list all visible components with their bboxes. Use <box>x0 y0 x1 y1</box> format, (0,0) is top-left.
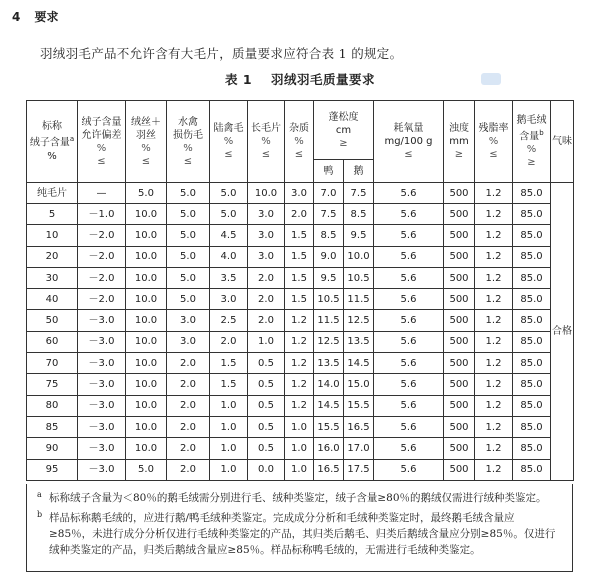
cell-goose: 85.0 <box>513 438 551 459</box>
cell-turbidity: 500 <box>444 183 475 204</box>
table-caption-number: 表 1 <box>225 72 253 87</box>
cell-fiber: 10.0 <box>126 289 167 310</box>
header-landfowl-feather: 陆禽毛 % ≤ <box>210 101 248 183</box>
cell-fiber: 10.0 <box>126 416 167 437</box>
cell-landfowl: 5.0 <box>210 204 248 225</box>
table-row <box>27 289 574 310</box>
cell-long: 3.0 <box>248 246 285 267</box>
table-row <box>27 183 574 204</box>
cell-long: 2.0 <box>248 289 285 310</box>
cell-turbidity: 500 <box>444 246 475 267</box>
cell-fat: 1.2 <box>475 289 513 310</box>
cell-fill-goose: 12.5 <box>344 310 374 331</box>
header-label-down: 标称 绒子含量$^a$ % <box>27 101 78 183</box>
cell-goose: 85.0 <box>513 374 551 395</box>
cell-turbidity: 500 <box>444 267 475 288</box>
cell-turbidity: 500 <box>444 395 475 416</box>
cell-fiber: 10.0 <box>126 246 167 267</box>
cell-landfowl: 1.0 <box>210 416 248 437</box>
cell-impurity: 1.0 <box>285 416 314 437</box>
cell-goose: 85.0 <box>513 310 551 331</box>
cell-label: 80 <box>27 395 78 416</box>
cell-fat: 1.2 <box>475 438 513 459</box>
cell-deviation: — <box>78 183 126 204</box>
cell-fill-goose: 17.5 <box>344 459 374 480</box>
cell-label: 90 <box>27 438 78 459</box>
cell-landfowl: 3.0 <box>210 289 248 310</box>
cell-long: 0.5 <box>248 438 285 459</box>
cell-landfowl: 2.0 <box>210 331 248 352</box>
cell-deviation: －3.0 <box>78 395 126 416</box>
cell-oxygen: 5.6 <box>374 459 444 480</box>
cell-fat: 1.2 <box>475 246 513 267</box>
table-row <box>27 416 574 437</box>
table-row <box>27 310 574 331</box>
cell-deviation: －3.0 <box>78 438 126 459</box>
table-caption-title: 羽绒羽毛质量要求 <box>270 72 375 87</box>
cell-damaged: 2.0 <box>167 374 210 395</box>
cell-impurity: 1.5 <box>285 267 314 288</box>
cell-fiber: 10.0 <box>126 204 167 225</box>
cell-landfowl: 2.5 <box>210 310 248 331</box>
cell-goose: 85.0 <box>513 183 551 204</box>
cell-impurity: 1.2 <box>285 310 314 331</box>
table-body <box>27 183 574 481</box>
cell-fill-duck: 8.5 <box>314 225 344 246</box>
footnote-b <box>37 510 562 558</box>
cell-damaged: 5.0 <box>167 289 210 310</box>
cell-damaged: 2.0 <box>167 438 210 459</box>
cell-label: 95 <box>27 459 78 480</box>
cell-turbidity: 500 <box>444 310 475 331</box>
cell-damaged: 5.0 <box>167 204 210 225</box>
cell-fiber: 10.0 <box>126 353 167 374</box>
header-down-deviation: 绒子含量 允许偏差 % ≤ <box>78 101 126 183</box>
cell-turbidity: 500 <box>444 204 475 225</box>
cell-fiber: 10.0 <box>126 310 167 331</box>
cell-landfowl: 1.0 <box>210 438 248 459</box>
table-row <box>27 438 574 459</box>
footnote-a <box>37 490 562 506</box>
cell-goose: 85.0 <box>513 353 551 374</box>
table-caption <box>0 70 600 88</box>
cell-fiber: 10.0 <box>126 374 167 395</box>
cell-fat: 1.2 <box>475 459 513 480</box>
cell-oxygen: 5.6 <box>374 416 444 437</box>
cell-goose: 85.0 <box>513 331 551 352</box>
cell-turbidity: 500 <box>444 331 475 352</box>
cell-deviation: －1.0 <box>78 204 126 225</box>
watermark-stamp <box>481 73 501 85</box>
cell-oxygen: 5.6 <box>374 267 444 288</box>
section-heading <box>12 8 59 25</box>
cell-long: 0.5 <box>248 374 285 395</box>
cell-damaged: 5.0 <box>167 183 210 204</box>
table-footnotes <box>26 484 573 572</box>
cell-oxygen: 5.6 <box>374 310 444 331</box>
cell-fiber: 10.0 <box>126 331 167 352</box>
cell-goose: 85.0 <box>513 289 551 310</box>
cell-odor: 合格 <box>551 183 574 481</box>
cell-fill-goose: 15.0 <box>344 374 374 395</box>
cell-fill-goose: 7.5 <box>344 183 374 204</box>
header-fill-duck: 鸭 <box>314 160 344 183</box>
cell-goose: 85.0 <box>513 395 551 416</box>
header-oxygen: 耗氧量 mg/100 g ≤ <box>374 101 444 183</box>
cell-impurity: 1.5 <box>285 289 314 310</box>
cell-goose: 85.0 <box>513 225 551 246</box>
cell-impurity: 3.0 <box>285 183 314 204</box>
footnote-b-mark: b <box>37 510 43 519</box>
cell-damaged: 5.0 <box>167 246 210 267</box>
table-row <box>27 353 574 374</box>
cell-fat: 1.2 <box>475 374 513 395</box>
cell-fill-goose: 14.5 <box>344 353 374 374</box>
cell-fill-duck: 7.5 <box>314 204 344 225</box>
table-row <box>27 267 574 288</box>
cell-turbidity: 500 <box>444 289 475 310</box>
cell-fill-duck: 16.0 <box>314 438 344 459</box>
cell-label: 50 <box>27 310 78 331</box>
cell-label: 75 <box>27 374 78 395</box>
cell-label: 85 <box>27 416 78 437</box>
header-long-feather: 长毛片 % ≤ <box>248 101 285 183</box>
cell-turbidity: 500 <box>444 225 475 246</box>
cell-label: 纯毛片 <box>27 183 78 204</box>
cell-long: 10.0 <box>248 183 285 204</box>
cell-impurity: 1.2 <box>285 331 314 352</box>
table-row <box>27 331 574 352</box>
cell-long: 0.5 <box>248 395 285 416</box>
cell-fat: 1.2 <box>475 310 513 331</box>
cell-goose: 85.0 <box>513 246 551 267</box>
cell-fill-goose: 17.0 <box>344 438 374 459</box>
cell-landfowl: 4.0 <box>210 246 248 267</box>
cell-turbidity: 500 <box>444 416 475 437</box>
header-fiber: 绒丝＋ 羽丝 % ≤ <box>126 101 167 183</box>
cell-fiber: 10.0 <box>126 225 167 246</box>
cell-deviation: －2.0 <box>78 246 126 267</box>
cell-long: 2.0 <box>248 310 285 331</box>
cell-damaged: 3.0 <box>167 310 210 331</box>
cell-label: 10 <box>27 225 78 246</box>
cell-long: 0.0 <box>248 459 285 480</box>
cell-label: 30 <box>27 267 78 288</box>
cell-fat: 1.2 <box>475 416 513 437</box>
cell-fill-goose: 15.5 <box>344 395 374 416</box>
cell-landfowl: 3.5 <box>210 267 248 288</box>
cell-oxygen: 5.6 <box>374 395 444 416</box>
cell-damaged: 5.0 <box>167 267 210 288</box>
header-fat: 残脂率 % ≤ <box>475 101 513 183</box>
footnote-mark-b: b <box>539 128 544 137</box>
cell-damaged: 2.0 <box>167 459 210 480</box>
cell-deviation: －2.0 <box>78 289 126 310</box>
header-fill-power: 蓬松度 cm ≥ <box>314 101 374 160</box>
cell-deviation: －3.0 <box>78 459 126 480</box>
cell-oxygen: 5.6 <box>374 374 444 395</box>
cell-impurity: 1.2 <box>285 353 314 374</box>
cell-deviation: －2.0 <box>78 225 126 246</box>
cell-impurity: 1.5 <box>285 225 314 246</box>
cell-fill-duck: 7.0 <box>314 183 344 204</box>
footnote-b-line: 绒种类鉴定的产品，归类后鹅绒含量应≥85％。样品标称鸭毛绒的，无需进行毛绒种类鉴定。 <box>49 544 481 556</box>
cell-fiber: 5.0 <box>126 459 167 480</box>
cell-damaged: 2.0 <box>167 353 210 374</box>
header-impurity: 杂质 % ≤ <box>285 101 314 183</box>
cell-deviation: －2.0 <box>78 267 126 288</box>
cell-long: 2.0 <box>248 267 285 288</box>
cell-landfowl: 1.5 <box>210 353 248 374</box>
cell-fiber: 10.0 <box>126 438 167 459</box>
cell-fill-duck: 12.5 <box>314 331 344 352</box>
cell-oxygen: 5.6 <box>374 331 444 352</box>
cell-fill-duck: 10.5 <box>314 289 344 310</box>
footnote-a-mark: a <box>37 490 42 499</box>
cell-fill-goose: 9.5 <box>344 225 374 246</box>
cell-impurity: 1.2 <box>285 374 314 395</box>
cell-fat: 1.2 <box>475 353 513 374</box>
table-row <box>27 246 574 267</box>
header-odor: 气味 <box>551 101 574 183</box>
cell-fiber: 5.0 <box>126 183 167 204</box>
cell-damaged: 2.0 <box>167 395 210 416</box>
cell-goose: 85.0 <box>513 267 551 288</box>
cell-fat: 1.2 <box>475 225 513 246</box>
cell-oxygen: 5.6 <box>374 353 444 374</box>
cell-fat: 1.2 <box>475 267 513 288</box>
cell-fill-goose: 10.5 <box>344 267 374 288</box>
cell-turbidity: 500 <box>444 353 475 374</box>
cell-fiber: 10.0 <box>126 395 167 416</box>
cell-goose: 85.0 <box>513 459 551 480</box>
cell-goose: 85.0 <box>513 416 551 437</box>
cell-landfowl: 1.5 <box>210 374 248 395</box>
cell-fill-duck: 9.5 <box>314 267 344 288</box>
cell-turbidity: 500 <box>444 438 475 459</box>
cell-label: 40 <box>27 289 78 310</box>
cell-oxygen: 5.6 <box>374 438 444 459</box>
cell-landfowl: 1.0 <box>210 395 248 416</box>
cell-turbidity: 500 <box>444 459 475 480</box>
cell-deviation: －3.0 <box>78 331 126 352</box>
cell-long: 0.5 <box>248 353 285 374</box>
cell-fill-duck: 13.5 <box>314 353 344 374</box>
cell-fill-goose: 11.5 <box>344 289 374 310</box>
cell-impurity: 2.0 <box>285 204 314 225</box>
cell-fat: 1.2 <box>475 204 513 225</box>
footnote-b-line: 样品标称鹅毛绒的，应进行鹅/鸭毛绒种类鉴定。完成成分分析和毛绒种类鉴定时，最终鹅毛绒含量应 <box>49 512 515 524</box>
cell-fill-duck: 15.5 <box>314 416 344 437</box>
table-row <box>27 395 574 416</box>
cell-oxygen: 5.6 <box>374 225 444 246</box>
cell-fill-goose: 8.5 <box>344 204 374 225</box>
cell-long: 3.0 <box>248 204 285 225</box>
footnote-a-line: 标称绒子含量为＜80％的鹅毛绒需分别进行毛、绒种类鉴定，绒子含量≥80％的鹅绒仅需进行绒种类鉴定。 <box>49 492 547 504</box>
cell-fill-duck: 14.5 <box>314 395 344 416</box>
footnote-b-line: ≥85％，未进行成分分析仅进行毛绒种类鉴定的产品，其归类后鹅毛、归类后鹅绒含量应分别≥85％。仅进行 <box>49 528 556 540</box>
header-goose-content: 鹅毛绒 含量$^b$ % ≥ <box>513 101 551 183</box>
cell-impurity: 1.0 <box>285 459 314 480</box>
cell-fill-duck: 16.5 <box>314 459 344 480</box>
cell-fill-duck: 14.0 <box>314 374 344 395</box>
cell-long: 1.0 <box>248 331 285 352</box>
cell-label: 5 <box>27 204 78 225</box>
section-title: 要求 <box>34 10 59 24</box>
cell-goose: 85.0 <box>513 204 551 225</box>
footnote-mark-a: a <box>69 135 75 144</box>
cell-fill-duck: 11.5 <box>314 310 344 331</box>
cell-damaged: 3.0 <box>167 331 210 352</box>
cell-impurity: 1.0 <box>285 438 314 459</box>
cell-damaged: 5.0 <box>167 225 210 246</box>
cell-impurity: 1.5 <box>285 246 314 267</box>
cell-label: 60 <box>27 331 78 352</box>
cell-label: 70 <box>27 353 78 374</box>
table-row <box>27 459 574 480</box>
cell-fiber: 10.0 <box>126 267 167 288</box>
cell-deviation: －3.0 <box>78 353 126 374</box>
table-row <box>27 204 574 225</box>
cell-long: 3.0 <box>248 225 285 246</box>
table-row <box>27 225 574 246</box>
cell-oxygen: 5.6 <box>374 246 444 267</box>
cell-deviation: －3.0 <box>78 416 126 437</box>
cell-oxygen: 5.6 <box>374 204 444 225</box>
cell-fill-goose: 13.5 <box>344 331 374 352</box>
cell-fill-goose: 10.0 <box>344 246 374 267</box>
section-number: 4 <box>12 10 21 24</box>
cell-fat: 1.2 <box>475 183 513 204</box>
quality-requirements-table <box>26 100 574 481</box>
cell-long: 0.5 <box>248 416 285 437</box>
cell-oxygen: 5.6 <box>374 289 444 310</box>
cell-landfowl: 4.5 <box>210 225 248 246</box>
cell-oxygen: 5.6 <box>374 183 444 204</box>
cell-fat: 1.2 <box>475 331 513 352</box>
cell-fill-goose: 16.5 <box>344 416 374 437</box>
table-row <box>27 374 574 395</box>
cell-turbidity: 500 <box>444 374 475 395</box>
cell-landfowl: 5.0 <box>210 183 248 204</box>
cell-impurity: 1.2 <box>285 395 314 416</box>
header-damaged-feather: 水禽 损伤毛 % ≤ <box>167 101 210 183</box>
cell-fat: 1.2 <box>475 395 513 416</box>
header-fill-goose: 鹅 <box>344 160 374 183</box>
intro-paragraph: 羽绒羽毛产品不允许含有大毛片，质量要求应符合表 1 的规定。 <box>40 46 403 61</box>
cell-deviation: －3.0 <box>78 310 126 331</box>
cell-fill-duck: 9.0 <box>314 246 344 267</box>
cell-landfowl: 1.0 <box>210 459 248 480</box>
cell-damaged: 2.0 <box>167 416 210 437</box>
cell-deviation: －3.0 <box>78 374 126 395</box>
cell-label: 20 <box>27 246 78 267</box>
header-turbidity: 浊度 mm ≥ <box>444 101 475 183</box>
